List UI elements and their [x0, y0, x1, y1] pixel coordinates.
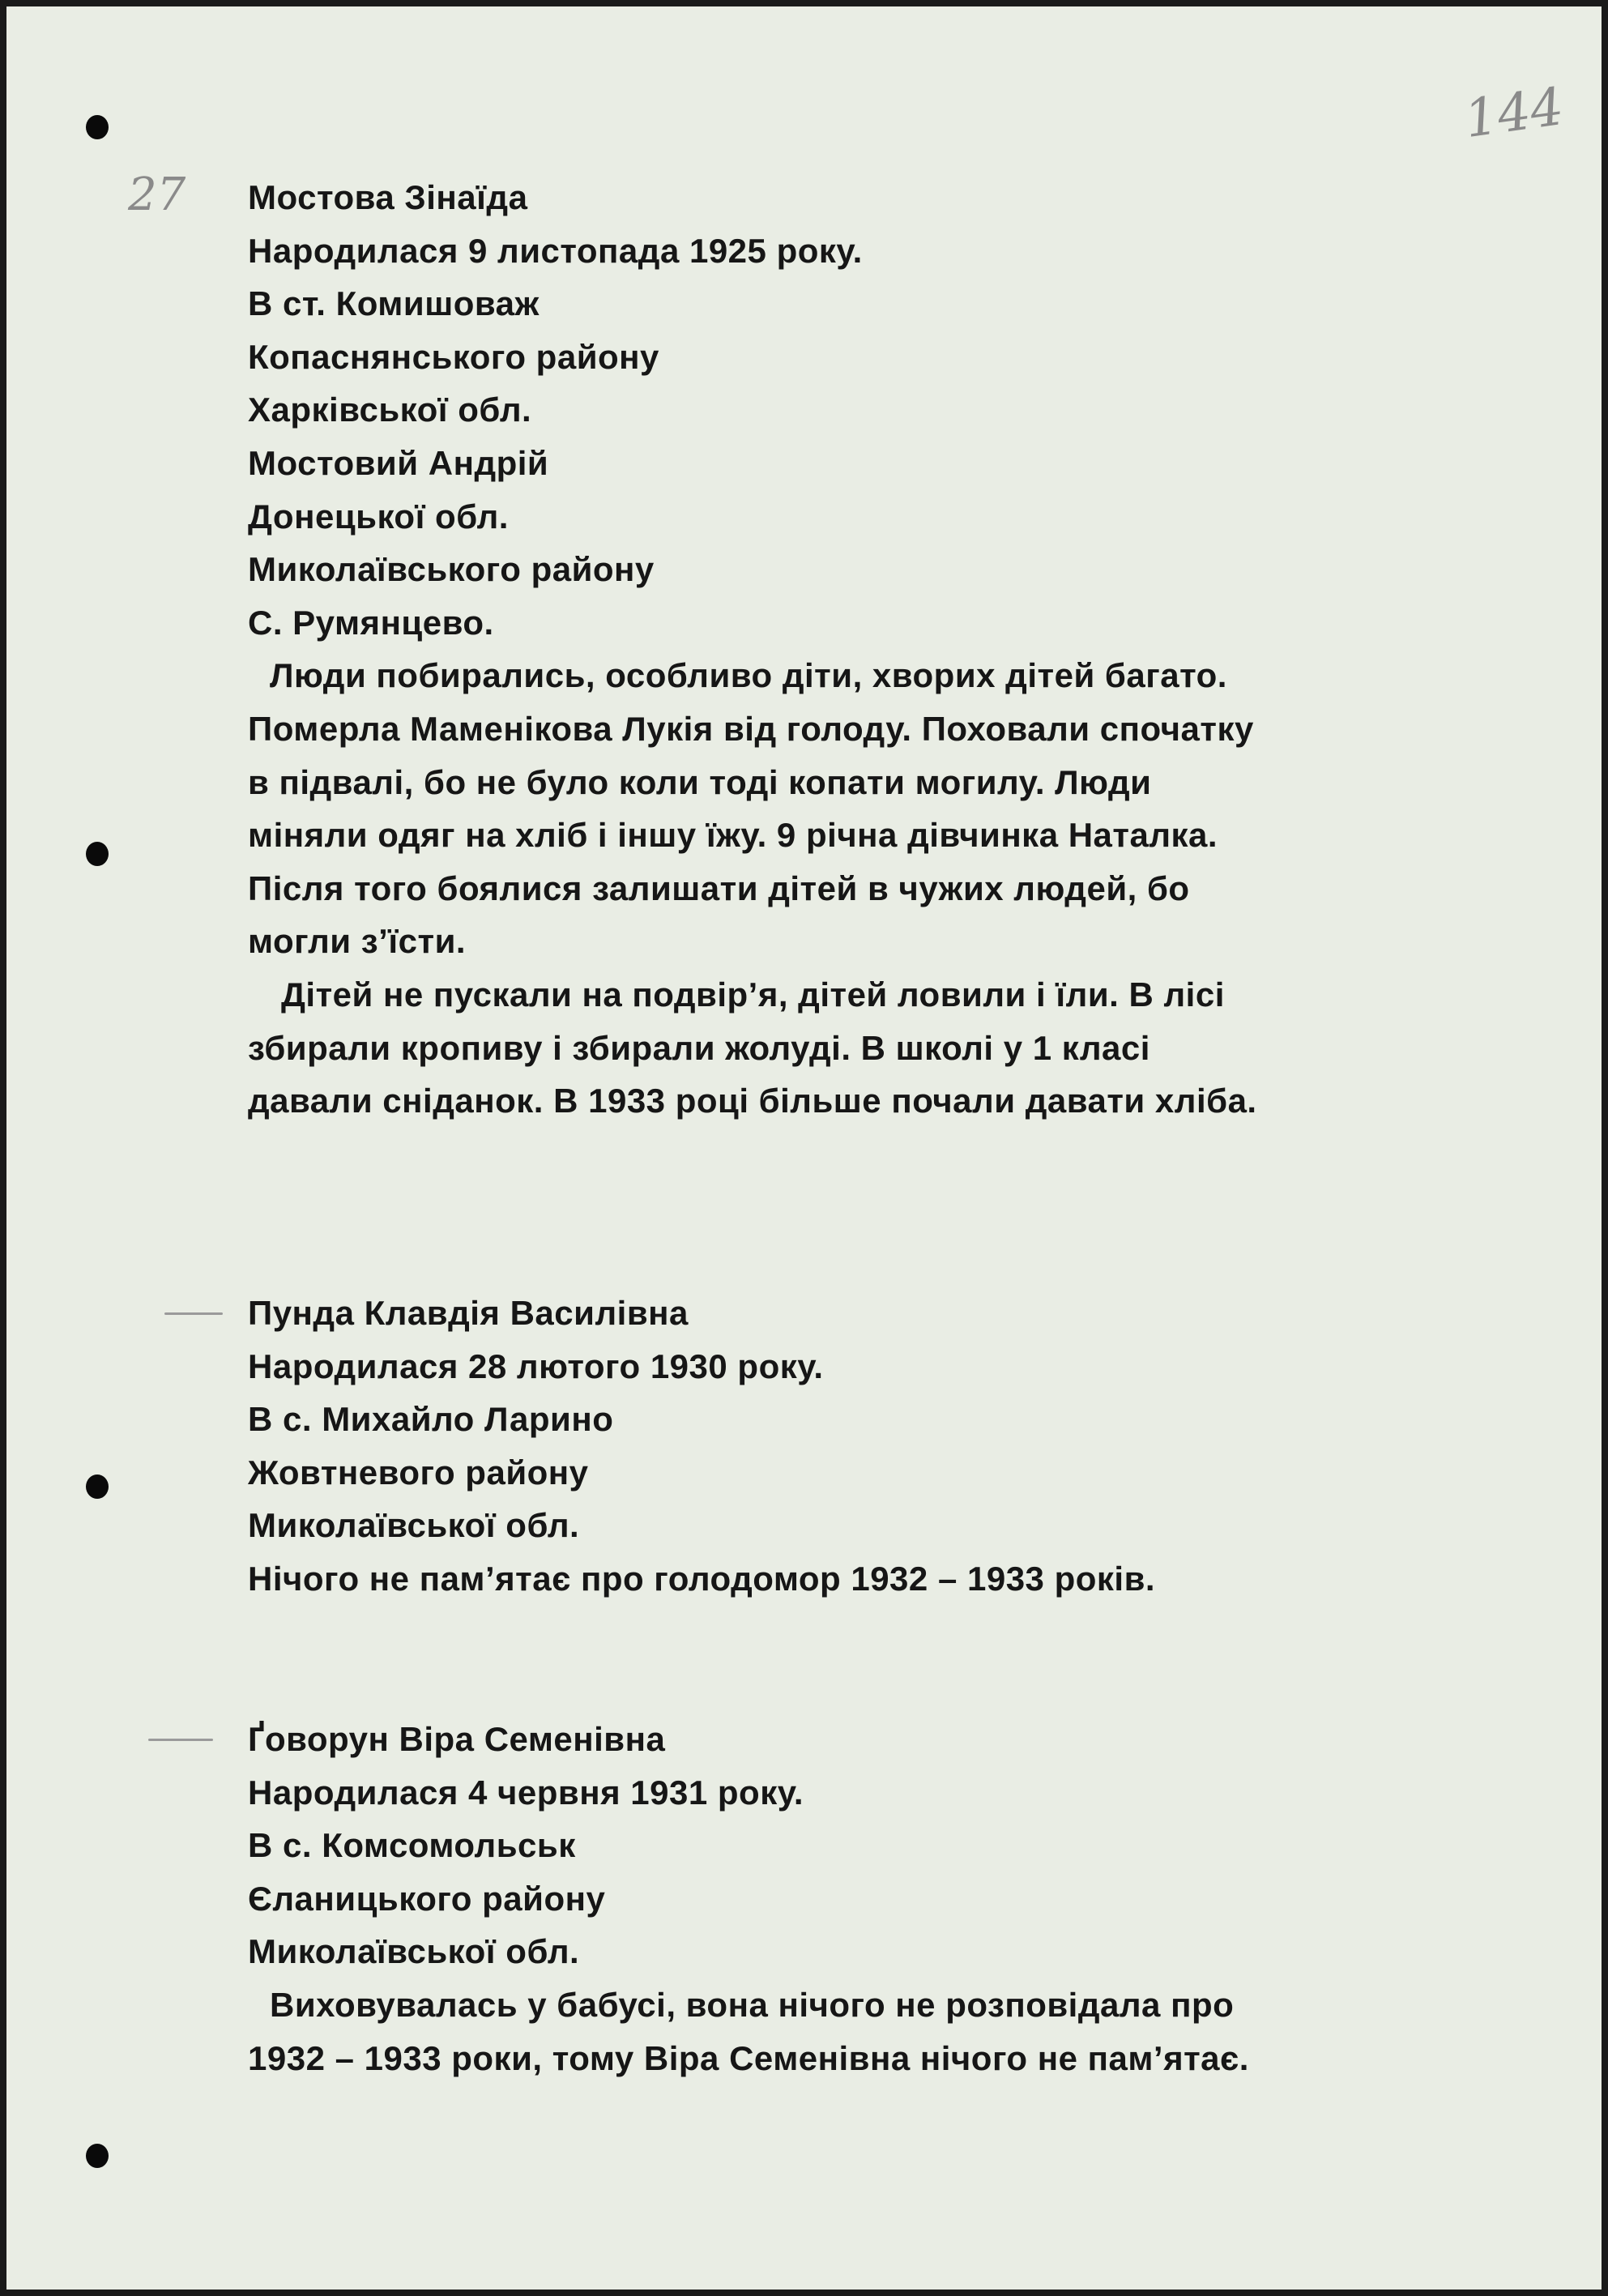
testimony-line: міняли одяг на хліб і іншу їжу. 9 річна дівчинка Наталка.	[248, 816, 1218, 855]
interviewer-name: Мостовий Андрій	[248, 443, 549, 482]
person-name: Пунда Клавдія Василівна	[248, 1294, 689, 1332]
testimony-line: в підвалі, бо не було коли тоді копати могилу. Люди	[248, 762, 1152, 801]
interviewer-region: Донецької обл.	[248, 497, 509, 536]
interviewer-village: С. Румянцево.	[248, 603, 494, 642]
person-name: Ґоворун Віра Семенівна	[248, 1720, 666, 1758]
birth-date: Народилася 9 листопада 1925 року.	[248, 231, 863, 270]
punch-hole	[86, 1474, 109, 1499]
testimony-line: 1932 – 1933 роки, тому Віра Семенівна нічого не пам’ятає.	[248, 2038, 1249, 2077]
birth-place: В с. Комсомольськ	[248, 1826, 576, 1865]
document-page	[6, 6, 1602, 2290]
punch-hole	[86, 115, 109, 139]
district: Копаснянського району	[248, 337, 659, 376]
testimony-line: могли з’їсти.	[248, 922, 467, 961]
testimony-line: давали сніданок. В 1933 році більше почали давати хліба.	[248, 1082, 1257, 1120]
testimony-line: Люди побирались, особливо діти, хворих дітей багато.	[270, 656, 1227, 695]
testimony-line: Після того боялися залишати дітей в чужих людей, бо	[248, 868, 1190, 907]
pencil-dash	[164, 1312, 223, 1315]
punch-hole	[86, 2144, 109, 2168]
district: Жовтневого району	[248, 1453, 589, 1492]
handwritten-record-number: 27	[128, 169, 186, 221]
testimony-line: Нічого не пам’ятає про голодомор 1932 – 1933 років.	[248, 1559, 1156, 1598]
birth-date: Народилася 4 червня 1931 року.	[248, 1773, 804, 1812]
region: Миколаївської обл.	[248, 1506, 580, 1545]
testimony-line: Дітей не пускали на подвір’я, дітей ловили і їли. В лісі	[281, 975, 1225, 1014]
pencil-dash	[148, 1739, 213, 1741]
district: Єланицького району	[248, 1879, 606, 1918]
punch-hole	[86, 842, 109, 866]
testimony-punda	[248, 1287, 1544, 1606]
handwritten-page-number: 144	[1461, 76, 1567, 151]
testimony-hovorun	[248, 1713, 1544, 2085]
testimony-mostova	[248, 171, 1544, 1128]
birth-place: В с. Михайло Ларино	[248, 1400, 614, 1439]
region: Миколаївської обл.	[248, 1932, 580, 1971]
birth-date: Народилася 28 лютого 1930 року.	[248, 1346, 824, 1385]
person-name: Мостова Зінаїда	[248, 178, 528, 216]
testimony-line: Померла Маменікова Лукія від голоду. Поховали спочатку	[248, 709, 1254, 748]
interviewer-district: Миколаївського району	[248, 550, 655, 589]
testimony-line: Виховувалась у бабусі, вона нічого не розповідала про	[270, 1985, 1235, 2024]
birth-place: В ст. Комишоваж	[248, 284, 540, 323]
region: Харківської обл.	[248, 390, 532, 429]
testimony-line: збирали кропиву і збирали жолуді. В школі у 1 класі	[248, 1028, 1150, 1067]
